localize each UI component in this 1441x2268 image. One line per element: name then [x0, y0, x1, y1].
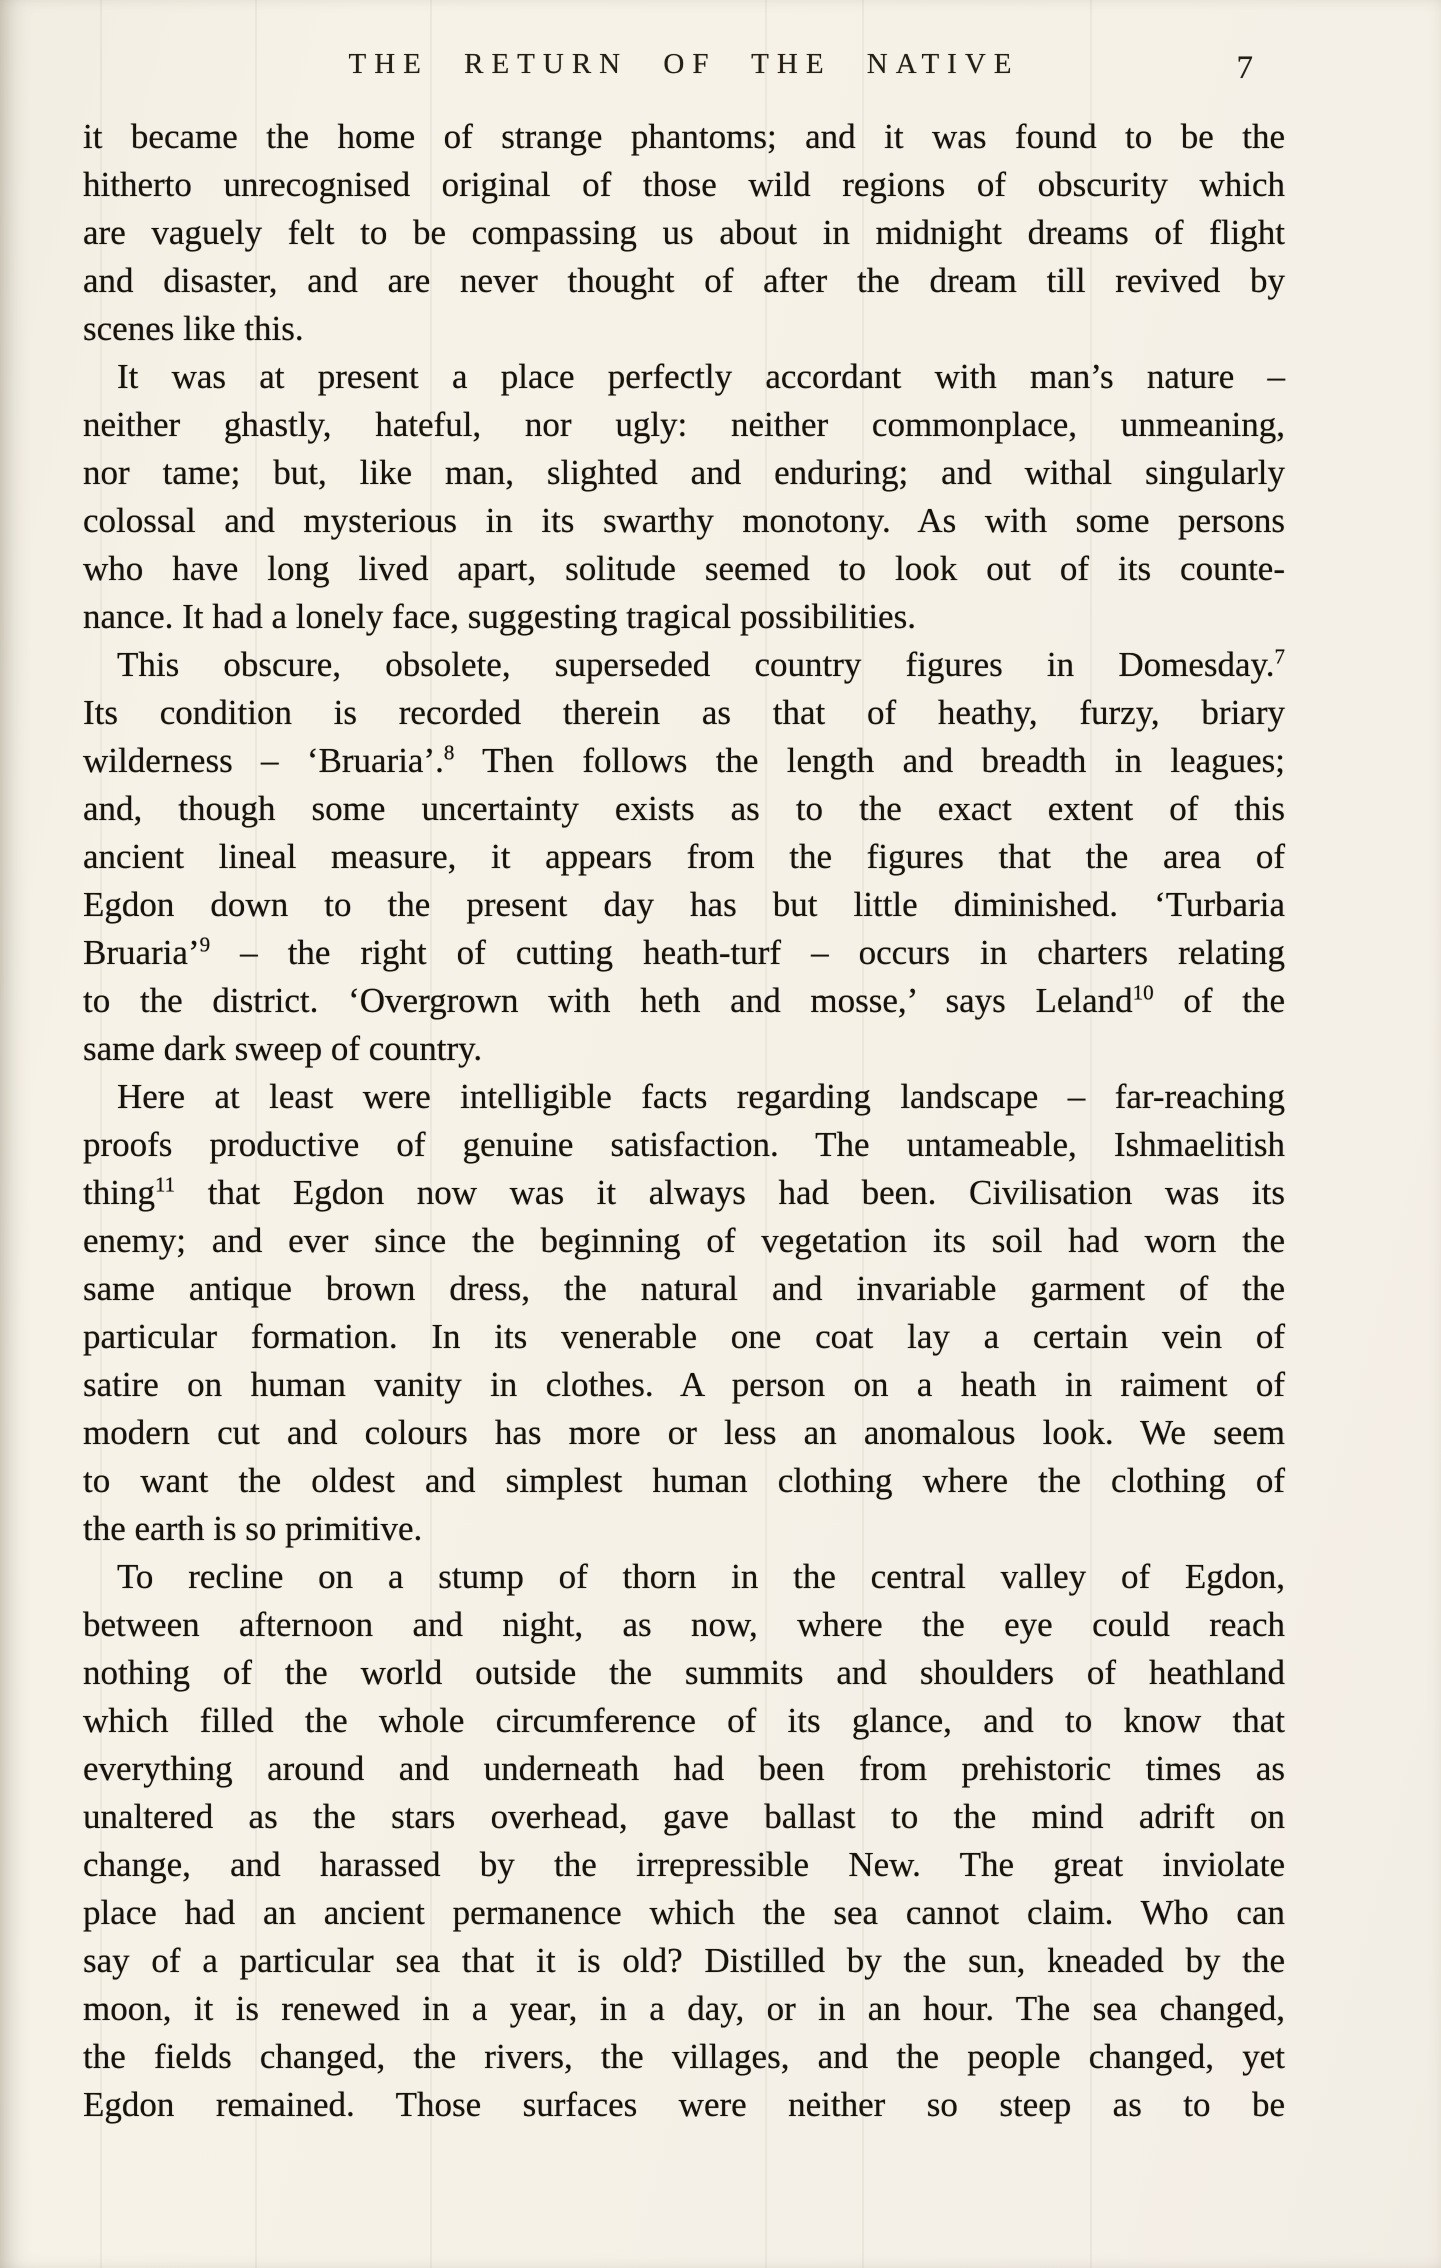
text-line: who have long lived apart, solitude seemed to look out of its counte-	[83, 549, 1285, 588]
text-line: particular formation. In its venerable one coat lay a certain vein of	[83, 1317, 1285, 1356]
page-body	[83, 113, 1285, 2129]
footnote-marker: 8	[443, 740, 455, 765]
paragraph	[83, 353, 1285, 641]
footnote-marker: 10	[1132, 980, 1154, 1005]
text-line: colossal and mysterious in its swarthy monotony. As with some persons	[83, 501, 1285, 540]
paragraph	[83, 641, 1285, 1073]
text-line: everything around and underneath had been from prehistoric times as	[83, 1749, 1285, 1788]
text-line: ancient lineal measure, it appears from the figures that the area of	[83, 837, 1285, 876]
text-line: nothing of the world outside the summits and shoulders of heathland	[83, 1653, 1285, 1692]
text-line: neither ghastly, hateful, nor ugly: neither commonplace, unmeaning,	[83, 405, 1285, 444]
text-line: say of a particular sea that it is old? Distilled by the sun, kneaded by the	[83, 1941, 1285, 1980]
text-line: scenes like this.	[83, 309, 304, 348]
footnote-marker: 11	[154, 1172, 176, 1197]
text-line: same antique brown dress, the natural and invariable garment of the	[83, 1269, 1285, 1308]
text-line: modern cut and colours has more or less an anomalous look. We seem	[83, 1413, 1285, 1452]
paragraph	[83, 113, 1285, 353]
text-line: proofs productive of genuine satisfaction. The untameable, Ishmaelitish	[83, 1125, 1285, 1164]
text-line: Bruaria’$^9$ – the right of cutting heath-turf – occurs in charters relating	[83, 932, 1285, 972]
footnote-marker: 9	[199, 932, 211, 957]
text-line: moon, it is renewed in a year, in a day, or in an hour. The sea changed,	[83, 1989, 1285, 2028]
text-line: enemy; and ever since the beginning of vegetation its soil had worn the	[83, 1221, 1285, 1260]
text-line: change, and harassed by the irrepressible New. The great inviolate	[83, 1845, 1285, 1884]
text-line: satire on human vanity in clothes. A person on a heath in raiment of	[83, 1365, 1285, 1404]
text-line: place had an ancient permanence which the sea cannot claim. Who can	[83, 1893, 1285, 1932]
text-line: wilderness – ‘Bruaria’.$^8$ Then follows the length and breadth in leagues;	[83, 740, 1286, 780]
text-line: and, though some uncertainty exists as to the exact extent of this	[83, 789, 1285, 828]
text-line: the earth is so primitive.	[83, 1509, 423, 1548]
paragraph	[83, 1553, 1285, 2129]
text-line: it became the home of strange phantoms; and it was found to be the	[83, 117, 1285, 156]
running-header	[83, 48, 1285, 92]
text-line: Here at least were intelligible facts regarding landscape – far-reaching	[117, 1077, 1285, 1116]
text-line: Egdon remained. Those surfaces were neither so steep as to be	[83, 2085, 1285, 2124]
running-header-title: THE RETURN OF THE NATIVE	[348, 48, 1020, 80]
page-number: 7	[1236, 50, 1253, 86]
text-line: It was at present a place perfectly accordant with man’s nature –	[117, 357, 1285, 396]
text-line: are vaguely felt to be compassing us about in midnight dreams of flight	[83, 213, 1285, 252]
text-line: nor tame; but, like man, slighted and enduring; and withal singularly	[83, 453, 1285, 492]
text-line: hitherto unrecognised original of those wild regions of obscurity which	[83, 165, 1285, 204]
text-line: same dark sweep of country.	[83, 1029, 483, 1068]
text-line: and disaster, and are never thought of after the dream till revived by	[83, 261, 1285, 300]
text-line: to want the oldest and simplest human clothing where the clothing of	[83, 1461, 1285, 1500]
text-line: This obscure, obsolete, superseded country figures in Domesday.$^7$	[117, 644, 1285, 684]
text-line: To recline on a stump of thorn in the central valley of Egdon,	[117, 1557, 1285, 1596]
text-line: Its condition is recorded therein as that of heathy, furzy, briary	[83, 693, 1285, 732]
text-line: between afternoon and night, as now, where the eye could reach	[83, 1605, 1285, 1644]
text-line: thing$^{11}$ that Egdon now was it always had been. Civilisation was its	[83, 1172, 1285, 1212]
paragraph	[83, 1073, 1285, 1553]
text-line: to the district. ‘Overgrown with heth and mosse,’ says Leland$^{10}$ of the	[83, 980, 1285, 1020]
text-line: Egdon down to the present day has but little diminished. ‘Turbaria	[83, 885, 1285, 924]
text-line: which filled the whole circumference of its glance, and to know that	[83, 1701, 1285, 1740]
text-line: the fields changed, the rivers, the villages, and the people changed, yet	[83, 2037, 1285, 2076]
text-line: unaltered as the stars overhead, gave ballast to the mind adrift on	[83, 1797, 1285, 1836]
footnote-marker: 7	[1274, 644, 1285, 669]
text-line: nance. It had a lonely face, suggesting tragical possibilities.	[83, 597, 916, 636]
